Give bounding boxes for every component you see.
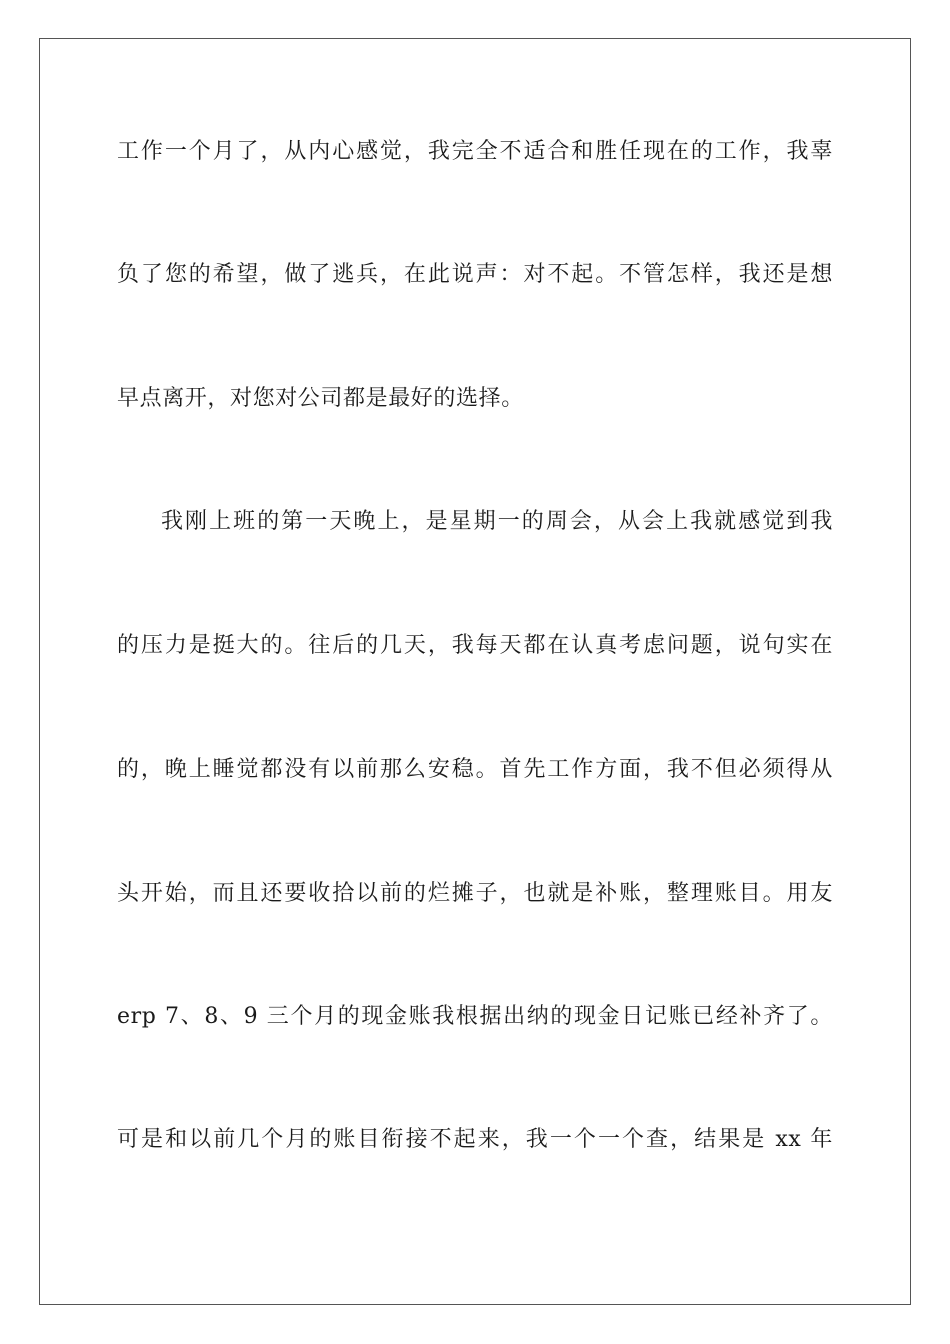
paragraph-line-1: 工作一个月了，从内心感觉，我完全不适合和胜任现在的工作，我辜 bbox=[117, 139, 833, 164]
paragraph-line-4: 我刚上班的第一天晚上，是星期一的周会，从会上我就感觉到我 bbox=[161, 509, 833, 534]
paragraph-line-6: 的，晚上睡觉都没有以前那么安稳。首先工作方面，我不但必须得从 bbox=[117, 757, 833, 782]
paragraph-line-2: 负了您的希望，做了逃兵，在此说声：对不起。不管怎样，我还是想 bbox=[117, 262, 833, 287]
paragraph-line-3: 早点离开，对您对公司都是最好的选择。 bbox=[117, 386, 524, 411]
paragraph-line-8: erp 7、8、9 三个月的现金账我根据出纳的现金日记账已经补齐了。 bbox=[117, 1004, 833, 1029]
paragraph-line-7: 头开始，而且还要收拾以前的烂摊子，也就是补账，整理账目。用友 bbox=[117, 881, 833, 906]
page-frame bbox=[39, 38, 911, 1305]
paragraph-line-9: 可是和以前几个月的账目衔接不起来，我一个一个查，结果是 xx 年 bbox=[117, 1127, 833, 1152]
paragraph-line-5: 的压力是挺大的。往后的几天，我每天都在认真考虑问题，说句实在 bbox=[117, 633, 833, 658]
